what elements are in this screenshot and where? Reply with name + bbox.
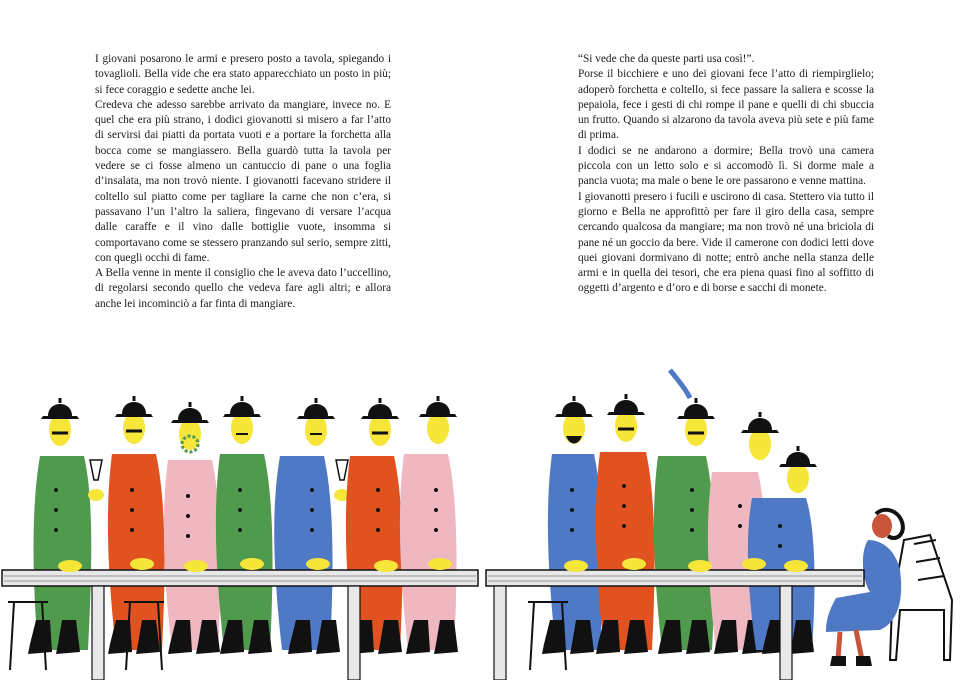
paragraph: “Si vede che da queste parti usa così!”.	[578, 53, 755, 65]
paragraph: A Bella venne in mente il consiglio che le aveva dato l’uccellino, di regolarsi secondo quello che vedeva fare agli altri; e allora anche lei incominciò a far finta di mangiare.	[95, 267, 391, 310]
man-figure	[164, 402, 221, 654]
man-figure	[400, 396, 458, 654]
man-figure	[108, 396, 165, 654]
man-figure	[274, 398, 350, 654]
man-figure	[654, 370, 715, 654]
paragraph: Porse il bicchiere e uno dei giovani fece l’atto di riempirglielo; adoperò forchetta e coltello, si fece passare la saliera e scosse la pepaiola, fece i gesti di chi rompe il pane e quelli di chi sbuccia un frutto. Quando si alzarono da tavola aveva più sete e più fame di prima.	[578, 68, 874, 142]
dining-illustration	[0, 330, 963, 680]
bella-figure	[826, 510, 952, 666]
paragraph: I giovanotti presero i fucili e uscirono di casa. Stettero via tutto il giorno e Bella ne approfittò per fare il giro della casa, sempre cercando qualcosa da mangiare; ma non trovò né una briciola di pane né un goccio da bere. Vide il camerone con dodici letti dove quei giovani dormivano di notte; entrò anche nella stanza delle armi e in quella dei tesori, che era piena quasi fino al soffitto di oggetti d’argento e d’oro e di borse e sacchi di monete.	[578, 190, 874, 295]
left-page-text	[95, 52, 391, 312]
man-figure	[596, 394, 655, 654]
paragraph: I giovani posarono le armi e presero posto a tavola, spiegando i tovaglioli. Bella vide che era stato apparecchiato un posto in più; si fece coraggio e sedette anche lei.	[95, 53, 391, 96]
right-page-text	[578, 52, 874, 297]
man-figure	[542, 396, 602, 654]
paragraph: Credeva che adesso sarebbe arrivato da mangiare, invece no. E quel che era più strano, i dodici giovanotti si misero a far l’atto di servirsi dai piatti da portata vuoti e a portare la forchetta alla bocca come se mangiassero. Bella guardò tutta la tavola per vedere se ci fosse almeno un cantuccio di pane o una foglia d’insalata, ma non trovò niente. I giovanotti facevano stridere il coltello sul piatto come per tagliare la carne che non c’era, si passavano l’un l’altro la saliera, fingevano di versare l’acqua dalle caraffe e il vino dalle bottiglie vuote, insomma si comportavano come se stessero pranzando sul serio, sempre zitti, con quegli occhi di fame.	[95, 98, 391, 264]
man-figure	[216, 396, 273, 654]
paragraph: I dodici se ne andarono a dormire; Bella trovò una camera piccola con un letto solo e si accomodò lì. Si dorme male a pancia vuota; ma male o bene le ore passarono e venne mattina.	[578, 144, 874, 188]
